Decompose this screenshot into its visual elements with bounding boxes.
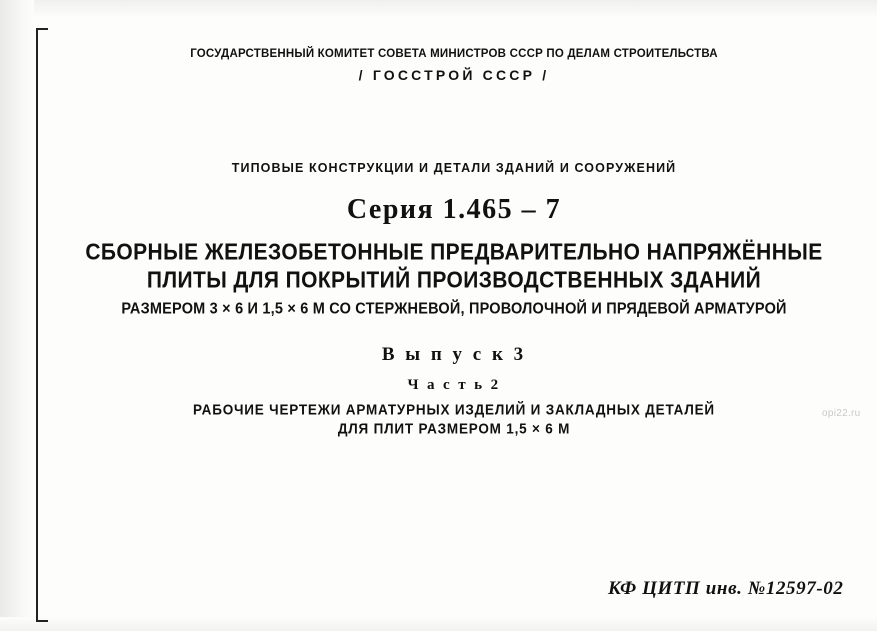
organization-line-1: ГОСУДАРСТВЕННЫЙ КОМИТЕТ СОВЕТА МИНИСТРОВ СССР ПО ДЕЛАМ СТРОИТЕЛЬСТВА <box>190 48 718 60</box>
scan-edge-left <box>0 0 34 631</box>
watermark-text: opi22.ru <box>822 408 861 419</box>
scan-edge-top <box>0 0 877 18</box>
part-number: Ч а с т ь 2 <box>407 377 501 393</box>
sheet-frame-top-stub <box>36 28 48 30</box>
subtitle-typical-constructions: ТИПОВЫЕ КОНСТРУКЦИИ И ДЕТАЛИ ЗДАНИЙ И СООРУЖЕНИЙ <box>231 161 677 175</box>
description-line-1: РАБОЧИЕ ЧЕРТЕЖИ АРМАТУРНЫХ ИЗДЕЛИЙ И ЗАКЛАДНЫХ ДЕТАЛЕЙ <box>193 401 715 418</box>
main-title-line-1: СБОРНЫЕ ЖЕЛЕЗОБЕТОННЫЕ ПРЕДВАРИТЕЛЬНО НАПРЯЖЁННЫЕ <box>85 239 823 266</box>
sheet-frame-bottom-stub <box>36 620 48 622</box>
organization-line-2: / ГОССТРОЙ СССР / <box>358 67 550 83</box>
series-number: Серия 1.465 – 7 <box>346 194 562 225</box>
scan-edge-bottom <box>0 617 877 631</box>
main-title-line-2: ПЛИТЫ ДЛЯ ПОКРЫТИЙ ПРОИЗВОДСТВЕННЫХ ЗДАНИЙ <box>146 267 762 294</box>
description-line-2: ДЛЯ ПЛИТ РАЗМЕРОМ 1,5 × 6 М <box>337 420 571 437</box>
sheet-frame-line <box>36 28 38 622</box>
title-page-content <box>48 30 860 615</box>
issue-number: В ы п у с к 3 <box>381 344 527 365</box>
inventory-stamp: КФ ЦИТП инв. №12597-02 <box>608 578 844 599</box>
main-title-line-3: РАЗМЕРОМ 3 × 6 И 1,5 × 6 М СО СТЕРЖНЕВОЙ, ПРОВОЛОЧНОЙ И ПРЯДЕВОЙ АРМАТУРОЙ <box>121 300 787 318</box>
